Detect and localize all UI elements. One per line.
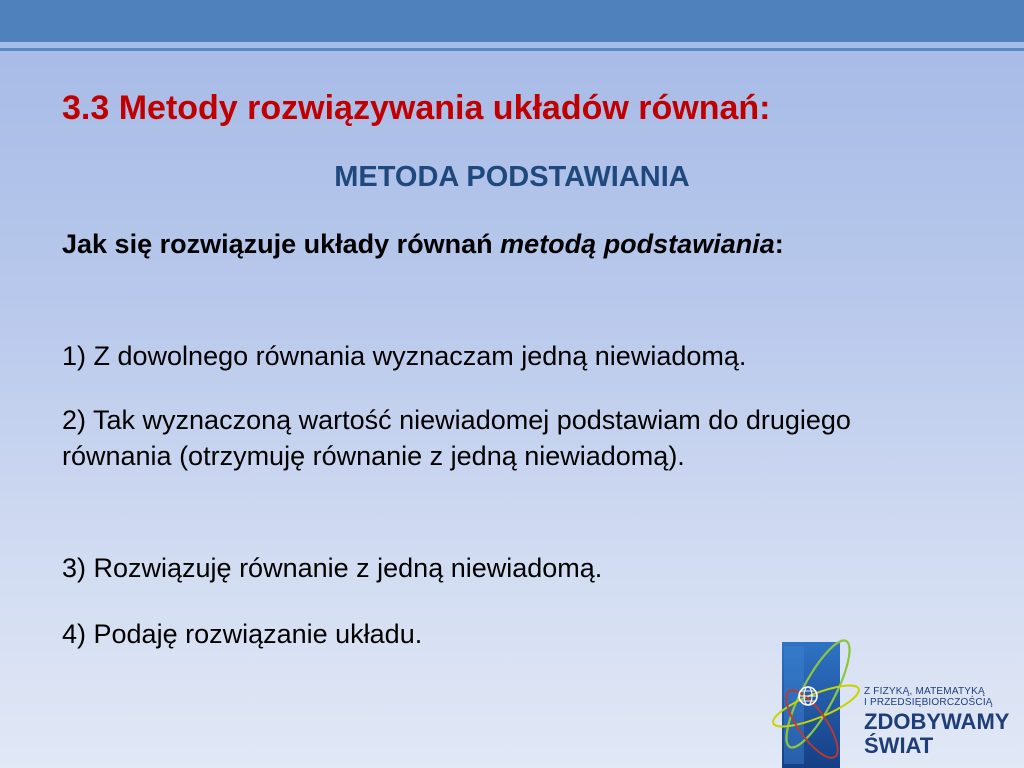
method-question <box>62 226 942 262</box>
step-4: 4) Podaję rozwiązanie układu. <box>62 619 423 649</box>
logo-tagline <box>864 686 993 708</box>
slide-subtitle: METODA PODSTAWIANIA <box>334 161 690 193</box>
logo-emblem <box>770 624 870 768</box>
logo-name-line2: ŚWIAT <box>864 733 934 758</box>
step-3: 3) Rozwiązuję równanie z jedną niewiadomą. <box>62 553 603 583</box>
logo-tagline-line2: I PRZEDSIĘBIORCZOŚCIĄ <box>864 697 993 708</box>
step-1: 1) Z dowolnego równania wyznaczam jedną niewiadomą. <box>62 341 747 371</box>
logo-name-line1: ZDOBYWAMY <box>864 709 1010 734</box>
top-bar <box>0 0 1024 42</box>
question-emphasis: metodą podstawiania <box>500 229 775 259</box>
question-prefix: Jak się rozwiązuje układy równań <box>62 229 501 259</box>
logo-name <box>864 710 1009 758</box>
step-2: 2) Tak wyznaczoną wartość niewiadomej podstawiam do drugiego równania (otrzymuję równanie z jedną niewiadomą). <box>62 405 851 471</box>
project-logo <box>770 624 1024 768</box>
top-divider <box>0 48 1024 51</box>
question-suffix: : <box>774 229 784 259</box>
slide-title: 3.3 Metody rozwiązywania układów równań: <box>62 89 771 127</box>
logo-tagline-line1: Z FIZYKĄ, MATEMATYKĄ <box>864 686 985 697</box>
